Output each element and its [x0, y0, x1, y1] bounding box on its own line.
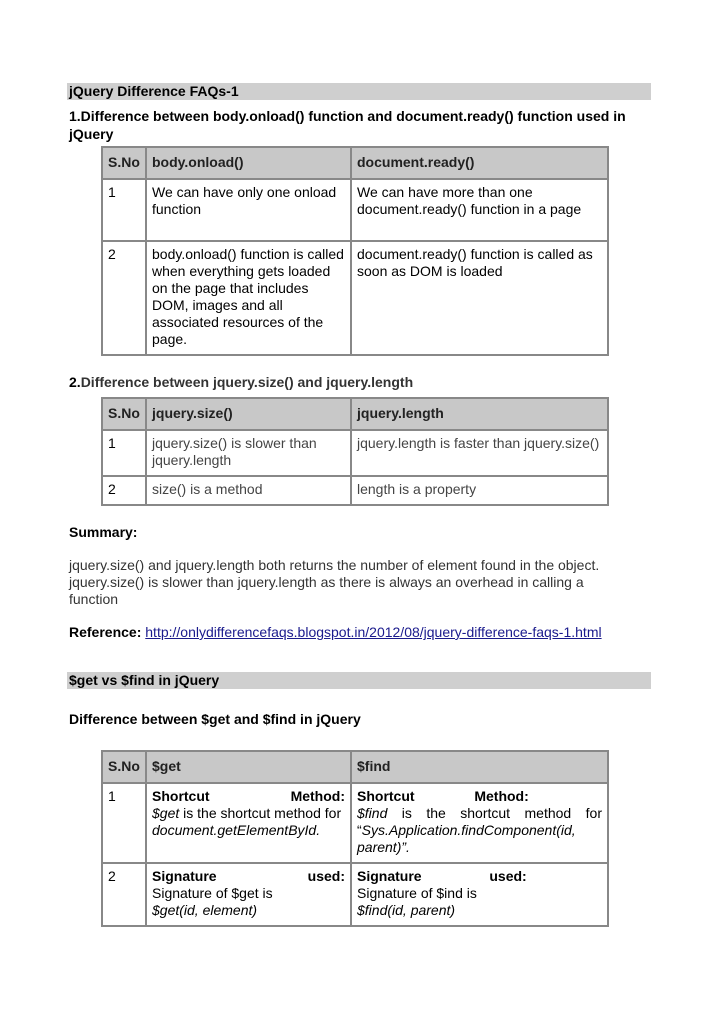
table-cell: 1 — [103, 431, 145, 475]
header-cell: S.No — [103, 752, 145, 782]
get-vs-find-table — [101, 750, 609, 927]
table-cell: Shortcut Method: $get is the shortcut method for document.getElementById. — [147, 784, 350, 862]
table-cell: document.ready() function is called as soon as DOM is loaded — [352, 242, 607, 354]
table-row — [103, 477, 607, 504]
table-cell: We can have more than one document.ready() function in a page — [352, 180, 607, 240]
size-vs-length-table — [101, 397, 609, 506]
reference-link[interactable]: http://onlydifferencefaqs.blogspot.in/2012/08/jquery-difference-faqs-1.html — [145, 624, 602, 640]
table-cell: size() is a method — [147, 477, 350, 504]
question-1-title: 1.Difference between body.onload() function and document.ready() function used in jQuery — [69, 108, 626, 142]
table-row — [103, 784, 607, 862]
header-cell: document.ready() — [352, 148, 607, 178]
summary-text: jquery.size() and jquery.length both returns the number of element found in the object. jquery.size() is slower than jquery.length as there is always an overhead in calling a function — [69, 557, 600, 607]
header-cell: body.onload() — [147, 148, 350, 178]
table-header-row — [103, 399, 607, 429]
table-row — [103, 180, 607, 240]
reference-label: Reference: — [69, 624, 142, 640]
header-cell: $find — [352, 752, 607, 782]
table-cell: We can have only one onload function — [147, 180, 350, 240]
table-cell: Signature used: Signature of $ind is $find(id, parent) — [352, 864, 607, 925]
table-cell: Shortcut Method: $find is the shortcut method for “Sys.Application.findComponent(id, parent)”. — [352, 784, 607, 862]
table-cell: Signature used: Signature of $get is $get(id, element) — [147, 864, 350, 925]
summary-label: Summary: — [69, 524, 138, 540]
header-cell: jquery.size() — [147, 399, 350, 429]
header-cell: jquery.length — [352, 399, 607, 429]
section-subtitle: Difference between $get and $find in jQuery — [69, 711, 361, 727]
table-header-row — [103, 148, 607, 178]
table-cell: jquery.length is faster than jquery.size() — [352, 431, 607, 475]
header-cell: S.No — [103, 148, 145, 178]
table-row — [103, 431, 607, 475]
section-title: jQuery Difference FAQs-1 — [69, 83, 239, 99]
table-row — [103, 864, 607, 925]
table-cell: 2 — [103, 864, 145, 925]
table-cell: 2 — [103, 242, 145, 354]
header-cell: $get — [147, 752, 350, 782]
table-cell: 2 — [103, 477, 145, 504]
table-row — [103, 242, 607, 354]
table-cell: 1 — [103, 180, 145, 240]
table-cell: 1 — [103, 784, 145, 862]
table-cell: body.onload() function is called when everything gets loaded on the page that includes DOM, images and all associated resources of the page. — [147, 242, 350, 354]
header-cell: S.No — [103, 399, 145, 429]
section-title: $get vs $find in jQuery — [69, 672, 220, 688]
table-cell: length is a property — [352, 477, 607, 504]
table-cell: jquery.size() is slower than jquery.length — [147, 431, 350, 475]
question-2-title: 2.Difference between jquery.size() and jquery.length — [69, 374, 414, 390]
reference-line — [69, 624, 602, 641]
table-header-row — [103, 752, 607, 782]
onload-vs-ready-table — [101, 146, 609, 356]
